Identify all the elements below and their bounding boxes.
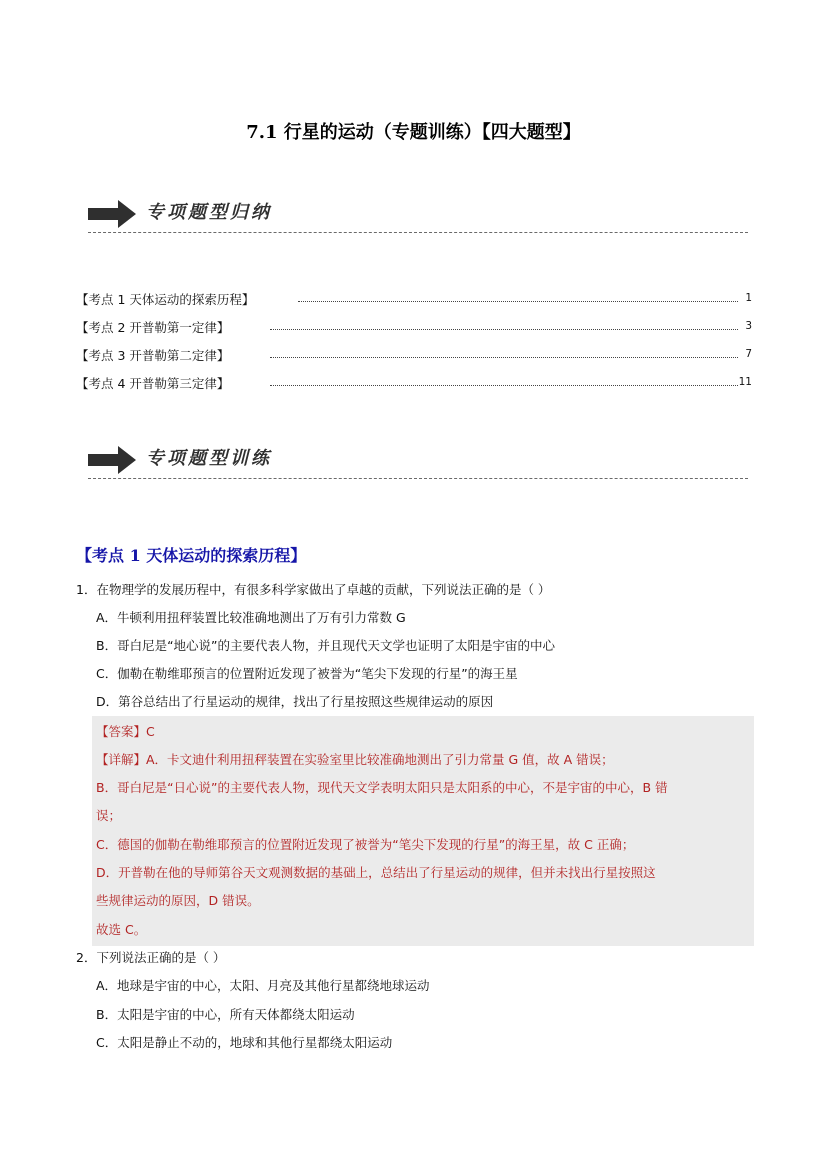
banner-summary-label: 专项题型归纳 bbox=[146, 202, 272, 223]
question-2-option-a: A．地球是宇宙的中心，太阳、月亮及其他行星都绕地球运动 bbox=[96, 978, 430, 993]
toc-entry-4[interactable] bbox=[76, 374, 752, 394]
toc-entry-label: 【考点 1 天体运动的探索历程】 bbox=[76, 292, 255, 307]
page-title: 7.1 行星的运动（专题训练）【四大题型】 bbox=[246, 122, 581, 143]
toc-entry-page: 7 bbox=[745, 348, 752, 360]
explanation-line: 误； bbox=[96, 808, 122, 823]
question-1-option-b: B．哥白尼是“地心说”的主要代表人物，并且现代天文学也证明了太阳是宇宙的中心 bbox=[96, 638, 556, 653]
explanation-line: 【详解】A．卡文迪什利用扭秤装置在实验室里比较准确地测出了引力常量 G 值，故 A 错误； bbox=[96, 752, 614, 767]
banner-training-label: 专项题型训练 bbox=[146, 448, 272, 469]
toc-entry-label: 【考点 3 开普勒第二定律】 bbox=[76, 348, 230, 363]
explanation-line: D．开普勒在他的导师第谷天文观测数据的基础上，总结出了行星运动的规律，但并未找出行星按照这 bbox=[96, 865, 656, 880]
explanation-line: 些规律运动的原因，D 错误。 bbox=[96, 893, 260, 908]
toc-entry-page: 11 bbox=[738, 376, 752, 388]
toc-entry-3[interactable] bbox=[76, 346, 752, 366]
banner-summary bbox=[88, 198, 748, 234]
question-1-option-d: D．第谷总结出了行星运动的规律，找出了行星按照这些规律运动的原因 bbox=[96, 694, 494, 709]
toc-entry-page: 3 bbox=[745, 320, 752, 332]
toc-entry-page: 1 bbox=[745, 292, 752, 304]
explanation-line: C．德国的伽勒在勒维耶预言的位置附近发现了被誉为“笔尖下发现的行星”的海王星，故 C 正确； bbox=[96, 837, 635, 852]
toc-entry-label: 【考点 2 开普勒第一定律】 bbox=[76, 320, 230, 335]
question-1-stem: 1．在物理学的发展历程中，有很多科学家做出了卓越的贡献，下列说法正确的是（ ） bbox=[76, 582, 551, 597]
question-1-option-c: C．伽勒在勒维耶预言的位置附近发现了被誉为“笔尖下发现的行星”的海王星 bbox=[96, 666, 518, 681]
explanation-line: B．哥白尼是“日心说”的主要代表人物，现代天文学表明太阳只是太阳系的中心，不是宇宙的中心，B 错 bbox=[96, 780, 668, 795]
question-2-option-c: C．太阳是静止不动的，地球和其他行星都绕太阳运动 bbox=[96, 1035, 393, 1050]
explanation-line: 故选 C。 bbox=[96, 922, 147, 937]
banner-training bbox=[88, 444, 748, 480]
question-2-option-b: B．太阳是宇宙的中心，所有天体都绕太阳运动 bbox=[96, 1007, 355, 1022]
toc-entry-2[interactable] bbox=[76, 318, 752, 338]
divider bbox=[88, 232, 748, 233]
section-heading: 【考点 1 天体运动的探索历程】 bbox=[76, 546, 307, 565]
divider bbox=[88, 478, 748, 479]
arrow-right-icon bbox=[88, 446, 138, 474]
answer-label: 【答案】C bbox=[96, 724, 155, 739]
toc-entry-1[interactable] bbox=[76, 290, 752, 310]
question-2-stem: 2．下列说法正确的是（ ） bbox=[76, 950, 226, 965]
arrow-right-icon bbox=[88, 200, 138, 228]
question-1-option-a: A．牛顿利用扭秤装置比较准确地测出了万有引力常数 G bbox=[96, 610, 406, 625]
toc-entry-label: 【考点 4 开普勒第三定律】 bbox=[76, 376, 230, 391]
